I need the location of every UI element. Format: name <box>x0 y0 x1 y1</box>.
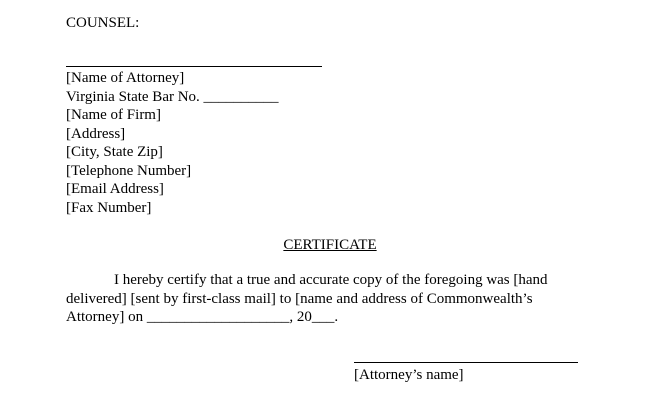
certificate-line-3: Attorney] on ___________________, 20___. <box>66 309 339 325</box>
attorney-info-block <box>66 69 279 217</box>
email-line: [Email Address] <box>66 181 164 197</box>
attorney-name-label: [Attorney’s name] <box>354 367 464 383</box>
certificate-body <box>66 271 586 327</box>
address-line: [Address] <box>66 125 126 142</box>
telephone-line: [Telephone Number] <box>66 162 192 179</box>
certificate-line-1: I hereby certify that a true and accurate copy of the foregoing was [hand <box>114 272 548 288</box>
city-state-zip-line: [City, State Zip] <box>66 144 163 160</box>
firm-name-line: [Name of Firm] <box>66 107 161 123</box>
bar-number-line: Virginia State Bar No. __________ <box>66 88 279 105</box>
attorney-name-line: [Name of Attorney] <box>66 70 185 86</box>
attorney-signature-line <box>66 66 322 67</box>
certificate-line-2: delivered] [sent by first-class mail] to [name and address of Commonwealth’s <box>66 290 533 307</box>
certificate-signature-line <box>354 362 578 363</box>
certificate-title: CERTIFICATE <box>283 237 377 253</box>
fax-line: [Fax Number] <box>66 199 152 216</box>
counsel-label: COUNSEL: <box>66 15 140 31</box>
